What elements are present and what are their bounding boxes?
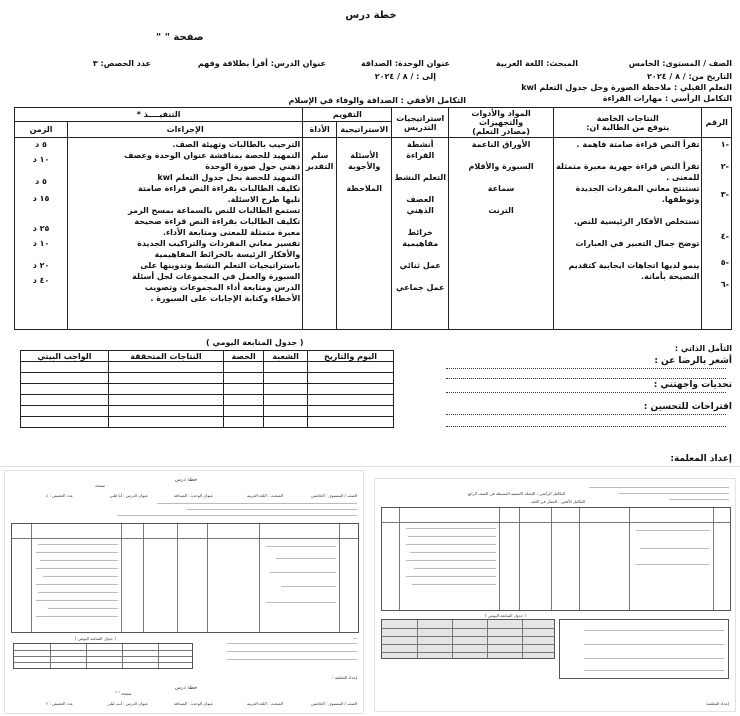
procedure-line: الترحيب بالطالبات وتهيئة الصف. (172, 140, 301, 149)
thumb-text-line (36, 584, 118, 585)
vertical-integration-label: التكامل الرأسي : مهارات القراءة (602, 94, 732, 103)
strategy-line (394, 271, 446, 282)
thumb-text-line (406, 528, 496, 529)
thumb-grid-line (487, 620, 488, 658)
thumb-grid-line (177, 524, 178, 632)
procedure-line: الدرس ومتابعة أداء المجموعات وتصويب (144, 283, 301, 292)
thumb-page: صفحة (95, 483, 106, 488)
strategy-line (394, 216, 446, 227)
col-assessment-header: التقويم (303, 108, 392, 122)
strategies-cell (392, 138, 449, 330)
strategy-line: الذهني (406, 206, 434, 215)
thumb-text-line (410, 552, 496, 553)
thumb-grid-line (143, 524, 144, 632)
prior-learning-label: التعلم القبلي : ملاحظة الصورة وحل جدول التعلم kwl (521, 83, 732, 92)
thumb-grid-line (14, 656, 192, 657)
thumb-grid-line (417, 620, 418, 658)
thumb-grid-line (339, 524, 340, 632)
col-strategies-header: استراتيجيات التدريس (392, 108, 449, 138)
strategy-line: التعلم النشط (394, 173, 447, 182)
thumb-grid-line (522, 620, 523, 658)
thumb-text-line (36, 552, 118, 553)
strategy-line (394, 161, 446, 172)
time-line (17, 165, 65, 176)
row-number: -١ (720, 140, 729, 149)
thumb-text-line (36, 616, 118, 617)
thumb-follow-title: ( جدول المتابعة اليومي ) (485, 613, 526, 618)
lesson-plan-sheet (6, 4, 736, 464)
thumb-grid-line (259, 524, 260, 632)
procedure-line: التمهيد للحصة بحل جدول التعلم kwl (157, 173, 301, 182)
thumb-next-subject: المبحث : اللغة العربية (246, 701, 283, 706)
thumb-text-line (38, 544, 118, 545)
thumb-grid-line (551, 508, 552, 610)
thumb-text-line (584, 644, 724, 645)
time-line (17, 204, 65, 215)
thumb-text-line (266, 546, 336, 547)
reflection-satisfied: أشعر بالرضا عن : (654, 356, 732, 366)
follow-up-table (20, 350, 394, 428)
table-row (21, 384, 394, 395)
thumb-text-line (187, 509, 357, 510)
table-row (21, 406, 394, 417)
thumb-text-line (281, 586, 336, 587)
lesson-label: عنوان الدرس: أقرأ بطلاقة وفهم (197, 59, 326, 68)
thumb-grid-line (121, 524, 122, 632)
table-row (21, 395, 394, 406)
material-line: السبورة والأقلام (468, 162, 534, 171)
thumb-text-line (48, 608, 118, 609)
strategy-line: العصف (406, 195, 435, 204)
assess-strategy-line (339, 172, 389, 183)
col-outcomes-header: النتاجات الخاصة يتوقع من الطالبة ان: (554, 108, 702, 138)
row-number: -٥ (720, 258, 729, 267)
thumb-follow-title: ( جدول المتابعة اليومي ) (75, 636, 116, 641)
outcome-line: تقرأ النص قراءة جهرية معبرة متمثلة (556, 162, 700, 171)
material-line: الترنت (488, 206, 514, 215)
assess-strategy-line: الملاحظة (346, 184, 383, 193)
thumb-text-line (36, 568, 118, 569)
time-line: ٤٠ د (32, 276, 50, 285)
thumb-grid-line (579, 508, 580, 610)
thumb-reflection-box (559, 619, 729, 679)
reflection-suggestions: اقتراحات للتحسين : (643, 402, 732, 412)
material-line: سماعة (487, 184, 515, 193)
thumb-grid-line (122, 644, 123, 668)
assess-tool-line: سلم (310, 151, 329, 160)
strategy-line (394, 249, 446, 260)
thumb-grid-line (382, 644, 554, 645)
procedures-cell (68, 138, 303, 330)
assess-tool-line: التقدير (305, 162, 334, 171)
thumb-unit: عنوان الوحدة : الصداقة (173, 493, 213, 498)
thumb-grid-line (382, 628, 554, 629)
follow-col-period: الحصة (224, 351, 264, 362)
row-number: -٢ (720, 162, 729, 171)
col-procedures-header: الإجراءات (68, 121, 303, 137)
thumb-grade: الصف / المستوى : الخامس (311, 493, 357, 498)
thumb-lesson-table (381, 507, 731, 611)
thumb-horizontal: التكامل الأفقي : الجمل في اللغة (531, 499, 585, 504)
col-materials-header: المواد والأدوات والتجهيزات (مصادر التعلم) (449, 108, 554, 138)
teacher-label: إعداد المعلمة: (670, 454, 732, 464)
col-time-header: الزمن (15, 121, 68, 137)
strategy-line: أنشطة (406, 140, 434, 149)
assess-tool-cell (303, 138, 337, 330)
row-number: -٣ (720, 190, 729, 199)
thumb-grid-line (629, 508, 630, 610)
date-to-label: إلى : / ٨ / ٢٠٢٤ (374, 72, 436, 81)
lesson-table (14, 107, 732, 330)
thumb-text-line (38, 592, 118, 593)
thumb-text-line (270, 572, 336, 573)
thumb-text-line (227, 643, 357, 644)
thumb-title: خطة درس (175, 477, 198, 483)
thumb-grid-line (382, 652, 554, 653)
assess-strategy-line (339, 139, 389, 150)
procedure-line: تليها طرح الاسئلة. (227, 195, 301, 204)
table-row (21, 417, 394, 428)
dotted-line (446, 414, 726, 415)
outcome-line: تستنتج معاني المفردات الجديدة (575, 184, 700, 193)
thumb-next-lesson: عنوان الدرس : أنتِ ليلى (107, 701, 148, 706)
thumb-grid-line (499, 508, 500, 610)
thumb-text-line (36, 600, 118, 601)
thumb-text-line (669, 499, 729, 500)
horizontal-integration-label: التكامل الأفقي : الصداقة والوفاء في الإسلام (288, 96, 466, 105)
time-cell (15, 138, 68, 330)
row-number: -٦ (720, 280, 729, 289)
thumb-reflection: — (353, 636, 357, 641)
grade-label: الصف / المستوى: الخامس (628, 59, 732, 68)
follow-col-section: الشعبة (264, 351, 308, 362)
thumb-footer: إعداد المعلمة : (332, 675, 357, 680)
procedure-line: باستراتيجيات التعلم النشط وتدوينها على (140, 261, 301, 270)
col-num-header: الرقم (702, 108, 732, 138)
assess-strategy-cell (337, 138, 392, 330)
procedure-line: التمهيد للحصة بمناقشة عنوان الوحدة وعصف (124, 151, 301, 160)
thumb-text-line (406, 544, 496, 545)
thumb-grid-line (158, 644, 159, 668)
thumb-periods: عدد الحصص : ٤ (46, 493, 73, 498)
assess-tool-line (305, 139, 334, 150)
thumb-grid-line (519, 508, 520, 610)
thumb-text-line (266, 602, 336, 603)
procedure-line: السبورة والعمل في المجموعات لحل أسئلة (132, 272, 301, 281)
thumb-grid-line (207, 524, 208, 632)
thumb-lesson: عنوان الدرس : أنا قلبي (109, 493, 148, 498)
thumb-text-line (157, 503, 357, 504)
strategy-line: عمل جماعي (396, 283, 445, 292)
thumb-text-line (43, 576, 118, 577)
periods-label: عدد الحصص: ٣ (92, 59, 151, 68)
outcome-line: تقرأ النص قراءة صامتة فاهمة . (576, 140, 700, 149)
materials-cell (449, 138, 554, 330)
thumb-text-line (117, 515, 357, 516)
col-execution-header: التنفيــــذ * (15, 108, 303, 122)
thumb-grid-line (399, 508, 400, 610)
thumb-grid-line (382, 522, 730, 523)
outcome-line: توضح جمال التعبير في العبارات (575, 239, 700, 248)
thumb-text-line (584, 670, 724, 671)
thumb-next-page: صفحة " " (115, 691, 132, 696)
table-row (21, 362, 394, 373)
thumb-grid-line (12, 538, 358, 539)
thumb-next-unit: عنوان الوحدة : الصداقة (173, 701, 213, 706)
dotted-line (446, 392, 726, 393)
strategy-line (394, 183, 446, 194)
thumbnail-page-right (374, 478, 736, 712)
follow-col-homework: الواجب البيتي (21, 351, 109, 362)
strategy-line: مفاهيمية (402, 239, 439, 248)
thumb-text-line (227, 651, 357, 652)
thumb-grid-line (31, 524, 32, 632)
procedure-line: ذهني حول صورة الوحدة (205, 162, 301, 171)
thumb-lesson-table (11, 523, 359, 633)
time-line: ٢٥ د (32, 224, 50, 233)
time-line (17, 249, 65, 260)
thumb-grid-line (382, 636, 554, 637)
row-numbers-cell (702, 138, 732, 330)
thumb-text-line (40, 560, 118, 561)
thumb-follow-table (13, 643, 193, 669)
thumb-text-line (584, 630, 724, 631)
thumb-follow-table (381, 619, 555, 659)
reflection-title: التأمل الذاتي : (674, 344, 732, 353)
thumb-text-line (414, 568, 496, 569)
material-line (451, 172, 551, 183)
thumb-next-periods: عدد الحصص : ٢ (46, 701, 73, 706)
time-line: ٥ د (35, 140, 47, 149)
subject-label: المبحث: اللغة العربية (495, 59, 578, 68)
dotted-line (446, 426, 726, 427)
time-line: ١٥ د (32, 194, 50, 203)
thumb-grid-line (452, 620, 453, 658)
reflection-challenges: تحديات واجهتني : (653, 380, 732, 390)
time-line: ٥ د (35, 177, 47, 186)
thumb-text-line (640, 548, 710, 549)
thumb-text-line (636, 564, 710, 565)
thumb-text-line (406, 576, 496, 577)
thumb-text-line (619, 493, 729, 494)
thumb-grid-line (14, 662, 192, 663)
divider (0, 466, 740, 467)
table-row (21, 373, 394, 384)
dotted-line (446, 368, 726, 369)
follow-up-title: ( جدول المتابعة اليومي ) (206, 338, 304, 347)
outcome-line (556, 150, 699, 161)
col-assess-strategy-header: الاستراتيجية (337, 121, 392, 137)
thumb-subject: المبحث : اللغة العربية (246, 493, 283, 498)
thumb-grid-line (86, 644, 87, 668)
thumb-footer: إعداد المعلمة: (705, 701, 729, 706)
thumb-text-line (589, 487, 729, 488)
thumb-text-line (227, 659, 357, 660)
procedure-line: والأفكار الرئيسة بالخرائط المفاهيمية (154, 250, 301, 259)
thumb-text-line (406, 560, 496, 561)
material-line: الأوراق الناعمة (471, 140, 531, 149)
procedure-line: تكليف الطالبات بقراءة النص قراءة صحيحة (134, 217, 301, 226)
assess-strategy-line: والأجوبة (348, 162, 381, 171)
thumb-text-line (636, 530, 710, 531)
col-assess-tool-header: الأداة (303, 121, 337, 137)
procedure-line: تفسير معاني المفردات والتراكيب الجديدة (137, 239, 301, 248)
dotted-line (446, 378, 726, 379)
outcome-line: للمعنى . (666, 173, 700, 182)
strategy-line: القراءة (406, 151, 435, 160)
follow-col-outcomes: النتاجات المتحققة (108, 351, 223, 362)
procedure-line: معبرة متمثلة للمعنى ومتابعة الأداء. (162, 228, 301, 237)
outcome-line: وتوظفها. (661, 195, 700, 204)
row-number: -٤ (720, 232, 729, 241)
procedure-line: الأخطاء وكتابة الإجابات على السبورة . (150, 294, 301, 303)
strategy-line: خرائط (407, 228, 433, 237)
thumb-text-line (408, 536, 496, 537)
thumb-next-grade: الصف / المستوى : الخامس (311, 701, 357, 706)
outcome-line: ينمو لديها اتجاهات ايجابية كتقديم (568, 261, 700, 270)
thumb-grid-line (50, 644, 51, 668)
thumb-text-line (584, 658, 724, 659)
thumb-grid-line (713, 508, 714, 610)
thumb-text-line (412, 584, 496, 585)
material-line (451, 194, 551, 205)
strategy-line: عمل ثنائي (399, 261, 441, 270)
date-from-label: التاريخ من: / ٨ / ٢٠٢٤ (647, 72, 732, 81)
thumbnail-page-left (4, 470, 364, 714)
unit-label: عنوان الوحدة: الصداقة (360, 59, 450, 68)
outcomes-cell (554, 138, 702, 330)
time-line: ١٠ د (32, 155, 50, 164)
time-line: ١٠ د (32, 239, 50, 248)
plan-title: خطة درس (345, 10, 397, 21)
outcome-line: النصيحة بأمانة. (641, 272, 700, 281)
outcome-line: تستخلص الأفكار الرئيسية للنص. (573, 217, 700, 226)
material-line (451, 150, 551, 161)
outcome-line (556, 205, 699, 216)
thumb-next-title: خطة درس (175, 685, 198, 691)
outcome-line (556, 227, 699, 238)
thumb-text-line (276, 558, 336, 559)
thumb-grid-line (14, 650, 192, 651)
time-line: ٢٠ د (32, 261, 50, 270)
procedure-line: تستمع الطالبات للنص بالسماعة بمسح الرمز (128, 206, 301, 215)
procedure-line: تكليف الطالبات بقراءة النص قراءة صامتة (137, 184, 301, 193)
outcome-line (556, 249, 699, 260)
page-label: صفحة " " (156, 32, 204, 43)
thumb-vertical: التكامل الرأسي : الجملة الاسمية البسيطة في الصف الرابع (468, 491, 565, 496)
assess-strategy-line: الأسئلة (350, 151, 379, 160)
follow-col-date: اليوم والتاريخ (308, 351, 394, 362)
